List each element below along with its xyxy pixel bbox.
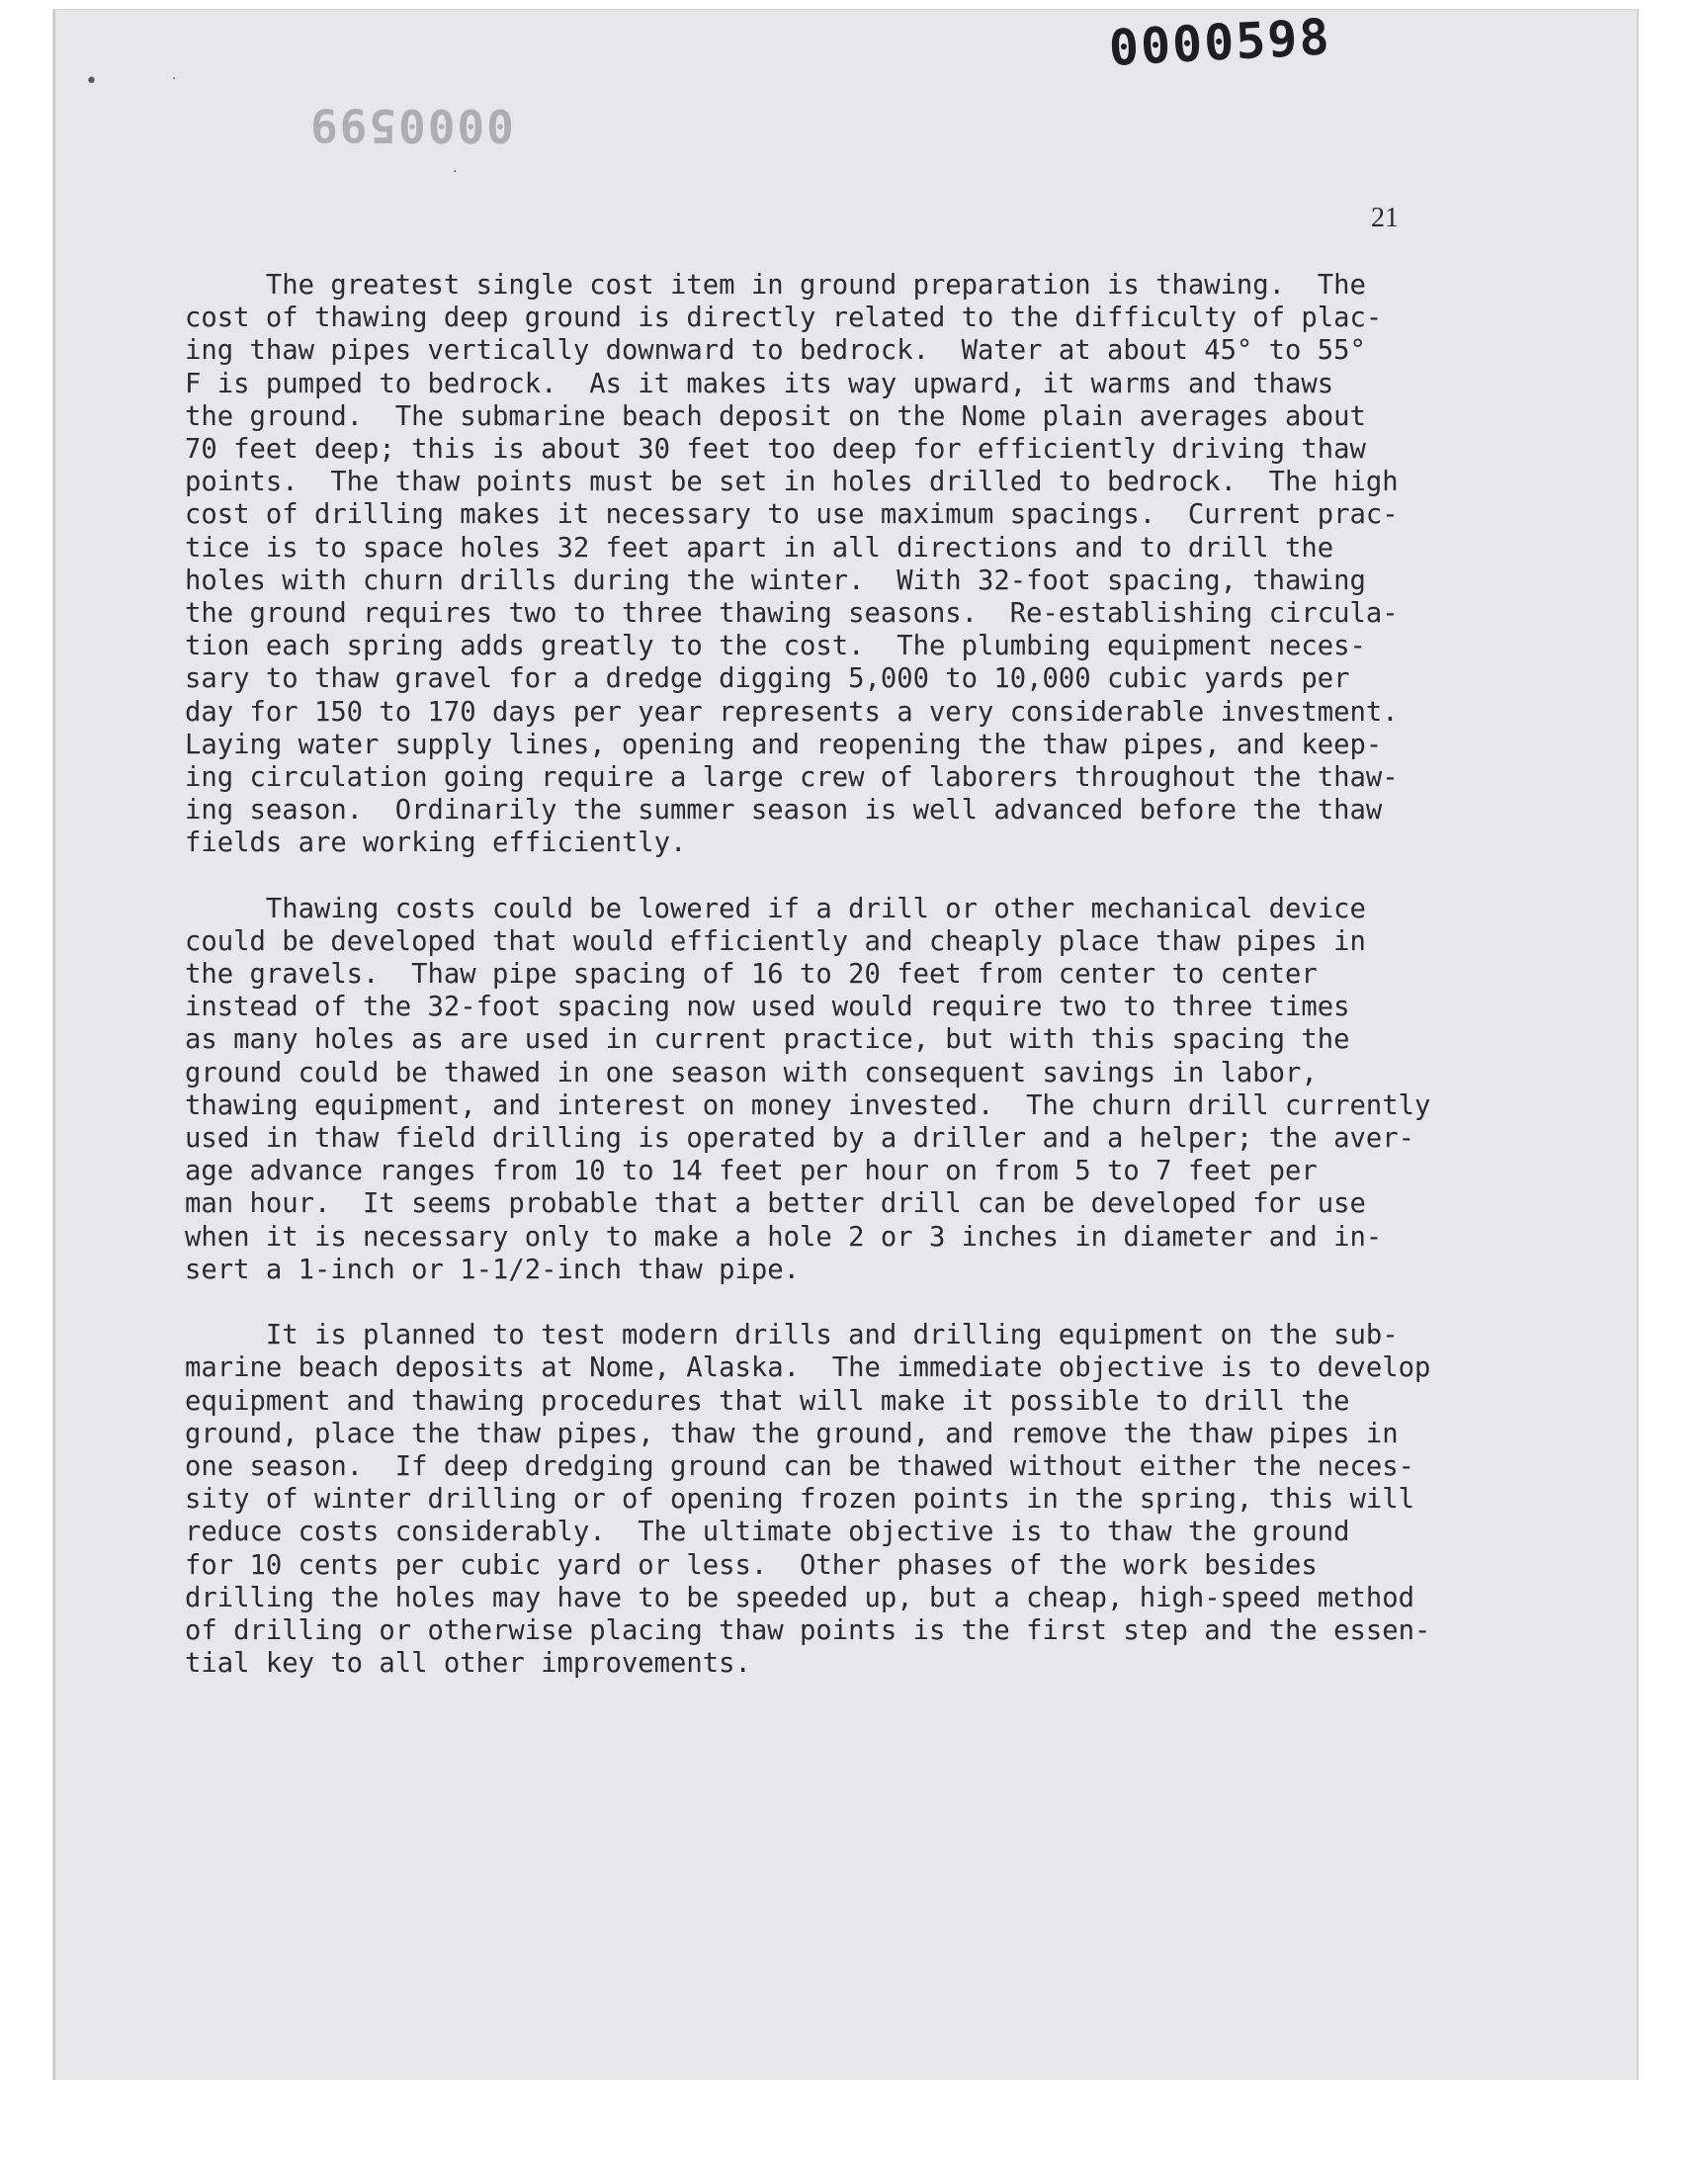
text-line: tial key to all other improvements. xyxy=(185,1648,751,1680)
text-line: the gravels. Thaw pipe spacing of 16 to 20 feet from center to center xyxy=(185,959,1318,991)
text-line: The greatest single cost item in ground preparation is thawing. The xyxy=(185,270,1366,301)
text-line: sary to thaw gravel for a dredge digging 5,000 to 10,000 cubic yards per xyxy=(185,663,1350,695)
text-line: reduce costs considerably. The ultimate objective is to thaw the ground xyxy=(185,1517,1350,1548)
text-line: of drilling or otherwise placing thaw points is the first step and the essen- xyxy=(185,1614,1431,1646)
text-line: the ground. The submarine beach deposit on the Nome plain averages about xyxy=(185,400,1366,432)
text-line: marine beach deposits at Nome, Alaska. The immediate objective is to develop xyxy=(185,1352,1431,1384)
text-line: instead of the 32-foot spacing now used would require two to three times xyxy=(185,992,1350,1023)
text-line: as many holes as are used in current practice, but with this spacing the xyxy=(185,1024,1350,1056)
text-line: the ground requires two to three thawing seasons. Re-establishing circula- xyxy=(185,598,1399,630)
text-line: tion each spring adds greatly to the cost. The plumbing equipment neces- xyxy=(185,631,1366,662)
text-line: F is pumped to bedrock. As it makes its way upward, it warms and thaws xyxy=(185,368,1334,399)
text-line: thawing equipment, and interest on money invested. The churn drill currently xyxy=(185,1089,1431,1121)
text-line: drilling the holes may have to be speeded up, but a cheap, high-speed method xyxy=(185,1582,1414,1613)
text-line: sity of winter drilling or of opening frozen points in the spring, this will xyxy=(185,1484,1414,1516)
text-line: used in thaw field drilling is operated by a driller and a helper; the aver- xyxy=(185,1123,1414,1155)
text-line: day for 150 to 170 days per year represents a very considerable investment. xyxy=(185,696,1399,728)
text-line: ground, place the thaw pipes, thaw the ground, and remove the thaw pipes in xyxy=(185,1418,1399,1449)
paragraph xyxy=(185,893,1569,1286)
text-line: 70 feet deep; this is about 30 feet too deep for efficiently driving thaw xyxy=(185,434,1366,466)
text-line: Thawing costs could be lowered if a drill or other mechanical device xyxy=(185,893,1366,924)
scan-speck: · xyxy=(172,71,177,87)
text-line: man hour. It seems probable that a better drill can be developed for use xyxy=(185,1188,1366,1220)
text-line: fields are working efficiently. xyxy=(185,827,687,859)
paragraph xyxy=(185,269,1569,860)
text-line: points. The thaw points must be set in holes drilled to bedrock. The high xyxy=(185,467,1399,498)
text-line: ing season. Ordinarily the summer season is well advanced before the thaw xyxy=(185,795,1383,826)
text-line: when it is necessary only to make a hole 2 or 3 inches in diameter and in- xyxy=(185,1221,1383,1253)
text-line: cost of thawing deep ground is directly related to the difficulty of plac- xyxy=(185,303,1383,334)
text-line: ground could be thawed in one season with consequent savings in labor, xyxy=(185,1057,1318,1088)
text-line: equipment and thawing procedures that will make it possible to drill the xyxy=(185,1385,1350,1417)
page-number: 21 xyxy=(1371,203,1399,233)
text-line: tice is to space holes 32 feet apart in all directions and to drill the xyxy=(185,532,1334,564)
text-line: ing thaw pipes vertically downward to bedrock. Water at about 45° to 55° xyxy=(185,335,1366,367)
document-number-stamp: 0000598 xyxy=(1107,8,1332,77)
text-line: age advance ranges from 10 to 14 feet per hour on from 5 to 7 feet per xyxy=(185,1156,1318,1187)
scan-margin xyxy=(0,2080,1708,2175)
text-line: cost of drilling makes it necessary to use maximum spacings. Current prac- xyxy=(185,499,1399,531)
text-line: for 10 cents per cubic yard or less. Other phases of the work besides xyxy=(185,1549,1318,1581)
text-line: It is planned to test modern drills and drilling equipment on the sub- xyxy=(185,1320,1399,1351)
scan-speck: · xyxy=(453,164,458,180)
text-line: sert a 1-inch or 1-1/2-inch thaw pipe. xyxy=(185,1254,800,1285)
text-line: one season. If deep dredging ground can be thawed without either the neces- xyxy=(185,1450,1414,1482)
text-line: holes with churn drills during the winter. With 32-foot spacing, thawing xyxy=(185,565,1366,596)
text-line: ing circulation going require a large crew of laborers throughout the thaw- xyxy=(185,762,1399,794)
text-line: Laying water supply lines, opening and reopening the thaw pipes, and keep- xyxy=(185,729,1383,760)
body-text xyxy=(185,269,1569,1680)
paragraph xyxy=(185,1319,1569,1680)
text-line: could be developed that would efficiently and cheaply place thaw pipes in xyxy=(185,925,1366,957)
faint-bleed-through-stamp: 0000599 xyxy=(308,99,514,152)
scan-speck: • xyxy=(85,69,98,94)
